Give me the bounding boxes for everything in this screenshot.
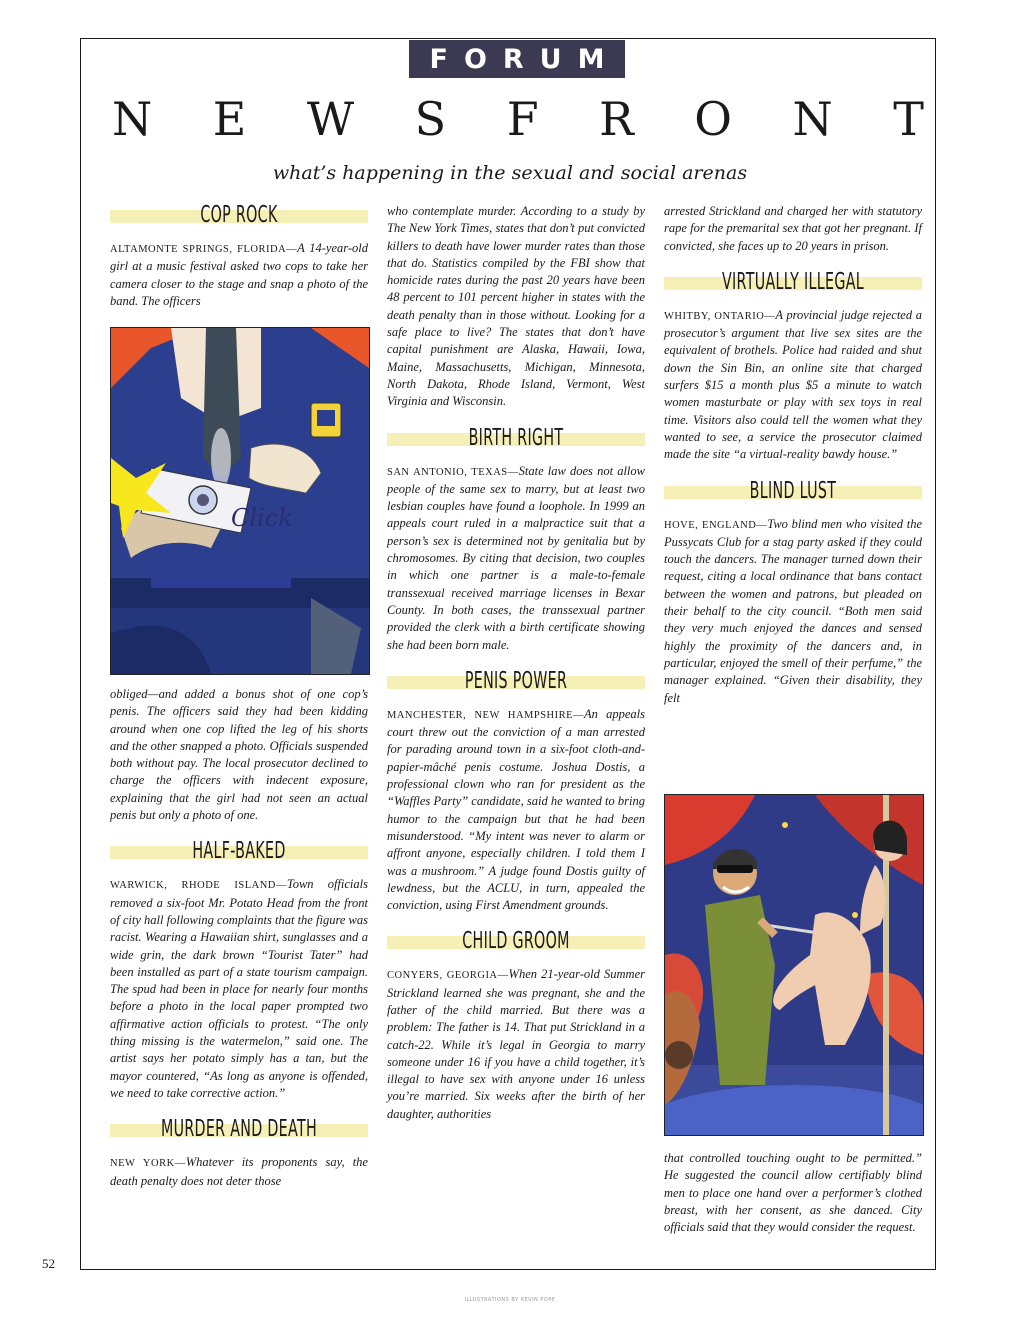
article-heading: PENIS POWER (387, 666, 645, 696)
column-3-continued (664, 1150, 922, 1236)
article-body: ALTAMONTE SPRINGS, FLORIDA—A 14-year-old girl at a music festival asked two cops to take her camera closer to the stage and snap a photo of the band. The officers (110, 241, 368, 308)
column-2 (387, 203, 645, 1123)
article-body: WHITBY, ONTARIO—A provincial judge rejected a prosecutor’s argument that live sex sites are the equivalent of brothels. Police had raided and shut down the Sin Bin, an online site that charged surfers $15 a month plus $5 a minute to watch women masturbate or play with sex toys in real time. Visitors also could tell the women what they wanted to see, a service the prosecutor claimed made the site “a virtual-reality bawdy house.” (664, 307, 922, 462)
dateline: ALTAMONTE SPRINGS, FLORIDA— (110, 244, 298, 255)
article-body: arrested Strickland and charged her with statutory rape for the premarital sex that got her pregnant. If convicted, she faces up to 20 years in prison. (664, 204, 922, 253)
masthead-letter: E (212, 92, 247, 146)
column-3 (664, 203, 922, 707)
dateline: CONYERS, GEORGIA— (387, 970, 509, 982)
dateline: HOVE, ENGLAND— (664, 519, 768, 531)
dateline: SAN ANTONIO, TEXAS— (387, 466, 519, 478)
illustration-caption-text: Click (231, 504, 293, 532)
article-heading: BLIND LUST (664, 476, 922, 506)
article-body: CONYERS, GEORGIA—When 21-year-old Summer Strickland learned she was pregnant, she and the father of the child married. But there was a problem: The father is 14. That put Strickland in a catch-22. While it’s legal in Georgia to marry someone under 16 if you have a child together, it’s illegal to have sex with anyone under 16 unless you’re married. Six weeks after the birth of her daughter, authorities (387, 967, 645, 1121)
column-1-continued (110, 686, 368, 1190)
cop-illustration (110, 327, 370, 675)
masthead-letter: N (112, 92, 153, 146)
masthead-letter: T (893, 92, 924, 146)
page-subtitle: what’s happening in the sexual and social arenas (272, 162, 748, 184)
article-heading: MURDER AND DEATH (110, 1114, 368, 1144)
dancers-illustration (664, 794, 924, 1136)
article-body: who contemplate murder. According to a study by The New York Times, states that don’t put convicted killers to death have lower murder rates than those that do. Statistics compiled by the FBI show that homicide rates during the past 20 years have been 48 percent to 101 percent higher in states with the death penalty than in those without. Looking for a safe place to live? The states that don’t have capital punishment are Alaska, Hawaii, Iowa, Maine, Massachusetts, Michigan, Minnesota, North Dakota, Rhode Island, Vermont, West Virginia and Wisconsin. (387, 204, 645, 409)
dateline: WARWICK, RHODE ISLAND— (110, 880, 287, 892)
article-body: MANCHESTER, NEW HAMPSHIRE—An appeals court threw out the conviction of a man arrested for parading around town in a six-foot cloth-and-papier-mâché penis costume. Joshua Dostis, a professional clown who ran for president as the “Waffles Party” candidate, said he wanted to bring humor to the campaign but that he had been misunderstood. “My intent was never to alarm or affront anyone, especially children. I told them I was a mushroom.” A judge found Dostis guilty of lewdness, but the ACLU, in turn, appealed the conviction, using First Amendment grounds. (387, 706, 645, 913)
masthead-letter: R (599, 92, 634, 146)
article-body: NEW YORK—Whatever its proponents say, the death penalty does not deter those (110, 1155, 368, 1188)
article-heading: COP ROCK (110, 200, 368, 230)
article-heading: CHILD GROOM (387, 926, 645, 956)
article-body: SAN ANTONIO, TEXAS—State law does not allow people of the same sex to marry, but at least two lesbian couples have found a loophole. In 1999 an appeals court ruled in a malpractice suit that a person’s sex is determined not by genitalia but by chromosomes. By citing that decision, two couples in which one partner is a male-to-female transsexual received marriage licenses in Bexar County. In both cases, the transsexual partner provided the clerk with a birth certificate showing she had been born male. (387, 463, 645, 652)
dateline: NEW YORK— (110, 1158, 186, 1170)
article-body: HOVE, ENGLAND—Two blind men who visited the Pussycats Club for a stag party asked if they could touch the dancers. The manager turned down their request, citing a local ordinance that bans contact between the women and patrons, but pleaded on their behalf to the city council. “Both men said they very much enjoyed the dances and sensed highly the proximity of the dancers and, in particular, enjoyed the smell of their perfume,” the manager explained. “Given their disability, they felt (664, 516, 922, 705)
article-body: WARWICK, RHODE ISLAND—Town officials removed a six-foot Mr. Potato Head from the front of city hall following complaints that the figure was racist. Wearing a Hawaiian shirt, sunglasses and a wide grin, the dark brown “Tourist Tater” had been installed as part of a state tourism campaign. The spud had been in place for nearly four months before a photo in the local paper prompted two affirmative action officials to protest. “The only thing missing is the watermelon,” said one. The artist says her potato simply has a tan, but the mayor countered, “As long as anyone is offended, we need to take corrective action.” (110, 877, 368, 1100)
masthead-letter: F (506, 92, 539, 146)
masthead-letter: W (306, 92, 355, 146)
masthead-letter: S (414, 92, 447, 146)
article-heading: BIRTH RIGHT (387, 423, 645, 453)
dateline: WHITBY, ONTARIO— (664, 310, 776, 322)
article-heading: VIRTUALLY ILLEGAL (664, 267, 922, 297)
section-tag: FORUM (409, 40, 625, 78)
masthead-title (112, 93, 924, 145)
article-heading: HALF-BAKED (110, 836, 368, 866)
dateline: MANCHESTER, NEW HAMPSHIRE— (387, 709, 585, 721)
masthead-letter: O (694, 92, 733, 146)
column-1 (110, 200, 368, 310)
page-number: 52 (42, 1256, 55, 1271)
masthead-letter: N (792, 92, 833, 146)
article-body: that controlled touching ought to be permitted.” He suggested the council allow certifiably blind men to place one hand over a performer’s clothed breast, with her consent, as she danced. City officials said that they would consider the request. (664, 1151, 922, 1235)
article-body: obliged—and added a bonus shot of one cop’s penis. The officers said they had been kidding around when one cop lifted the leg of his shorts and the other snapped a photo. Officials suspended both without pay. The local prosecutor declined to charge the officers with indecent exposure, explaining that the girl had not seen an actual penis but only a photo of one. (110, 687, 368, 823)
illustration-credit: ILLUSTRATIONS BY KEVIN POPE (464, 1297, 556, 1303)
